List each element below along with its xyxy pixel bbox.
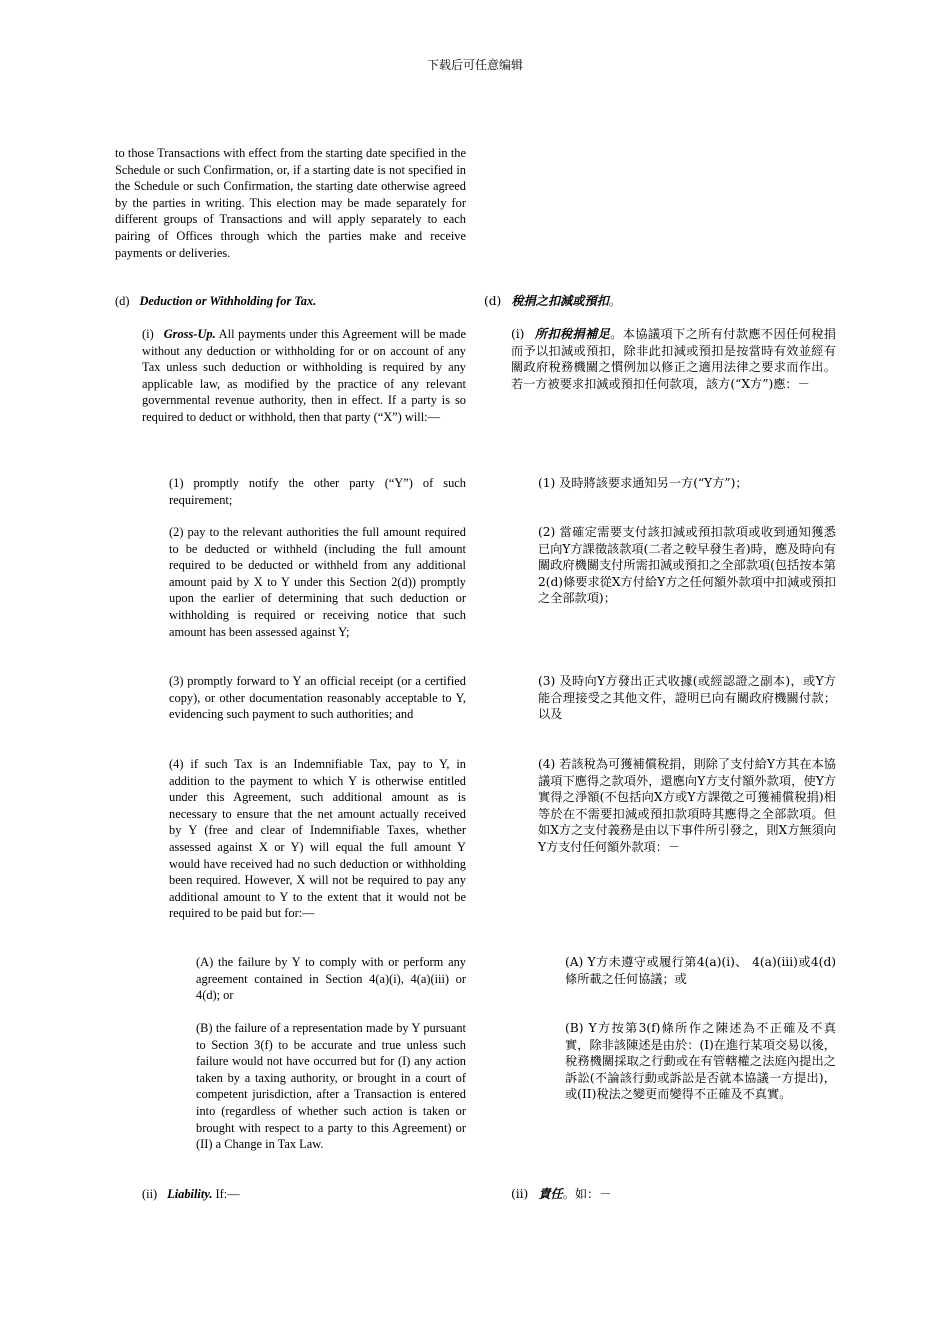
section-d-end-zh: 。 — [608, 294, 621, 308]
liability-text-zh: 。如：－ — [562, 1187, 612, 1201]
liability-number: (ii) — [142, 1187, 158, 1201]
gross-up-text-zh: 。本協議項下之所有付款應不因任何稅捐而予以扣減或預扣，除非此扣減或預扣是按當時有效並經有關政府稅務機關之慣例加以修正之適用法律之要求而作出。若一方被要求扣減或預扣任何款項，該方(“X方”)應：－ — [511, 327, 837, 391]
item-1-paragraph-zh: (1) 及時將該要求通知另一方(“Y方”)； — [538, 476, 748, 490]
item-1-paragraph: (1) promptly notify the other party (“Y”) of such requirement; — [169, 476, 466, 507]
gross-up-paragraph-zh — [511, 326, 836, 392]
section-d-number: (d) — [115, 294, 130, 308]
section-d-title: Deduction or Withholding for Tax. — [139, 294, 317, 308]
section-d-heading — [115, 293, 466, 310]
section-d-number-zh: (d) — [484, 294, 502, 308]
gross-up-text: All payments under this Agreement will be made without any deduction or withholding for or on account of any Tax unless such deduction or withholding is required by any applicable law, as modified by the practice of any relevant governmental revenue authority, then in effect. If a party is so required to deduct or withhold, then that party (“X”) will:— — [142, 327, 466, 424]
liability-text: If:— — [212, 1187, 240, 1201]
item-4-paragraph: (4) if such Tax is an Indemnifiable Tax, pay to Y, in addition to the payment to which Y is otherwise entitled under this Agreement, such additional amount as is necessary to ensure that the net amount actually received by Y (free and clear of Indemnifiable Taxes, whether assessed against X or Y) will equal the full amount Y would have received had no such deduction or withholding been required. However, X will not be required to pay any additional amount to Y to the extent that it would not be required to be paid but for:— — [169, 757, 466, 921]
gross-up-number-zh: (i) — [511, 327, 525, 341]
gross-up-title-zh: 所扣稅捐補足 — [534, 327, 611, 341]
gross-up-title: Gross-Up. — [163, 327, 216, 341]
page-header: 下载后可任意编辑 — [426, 58, 523, 72]
item-b-paragraph-zh: (B) Y方按第3(f)條所作之陳述為不正確及不真實，除非該陳述是由於：(I)在進行某項交易以後，稅務機關採取之行動或在有管轄權之法庭內提出之訴訟(不論該行動或訴訟是否就本協議一方提出)，或(II)稅法之變更而變得不正確及不真實。 — [565, 1021, 836, 1102]
item-a-paragraph: (A) the failure by Y to comply with or perform any agreement contained in Section 4(a)(i), 4(a)(iii) or 4(d); or — [196, 955, 466, 1003]
item-a-paragraph-zh: (A) Y方未遵守或履行第4(a)(i)、 4(a)(iii)或4(d)條所載之任何協議；或 — [565, 955, 836, 986]
item-4-paragraph-zh: (4) 若該稅為可獲補償稅捐，則除了支付給Y方其在本協議項下應得之款項外，還應向Y方支付額外款項，使Y方實得之淨額(不包括向X方或Y方課徵之可獲補償稅捐)相等於在不需要扣減或預扣款項時其應得之全部款項。但如X方之支付義務是由以下事件所引發之，則X方無須向Y方支付任何額外款項：－ — [538, 757, 836, 854]
gross-up-number: (i) — [142, 327, 154, 341]
item-3-paragraph: (3) promptly forward to Y an official receipt (or a certified copy), or other documentation reasonably acceptable to Y, evidencing such payment to such authorities; and — [169, 674, 466, 722]
liability-number-zh: (ii) — [511, 1187, 529, 1201]
liability-paragraph — [142, 1186, 466, 1203]
liability-title: Liability. — [167, 1187, 213, 1201]
item-2-paragraph-zh: (2) 當確定需要支付該扣減或預扣款項或收到通知獲悉已向Y方課徵該款項(二者之較早發生者)時，應及時向有關政府機關支付所需扣減或預扣之全部款項(包括按本第2(d)條要求從X方付給Y方之任何額外款項中扣減或預扣之全部款項)； — [538, 525, 836, 606]
item-2-paragraph: (2) pay to the relevant authorities the full amount required to be deducted or withheld (including the full amount required to be deducted or withheld from any additional amount paid by X to Y under this Section 2(d)) promptly upon the earlier of determining that such deduction or withholding is required or receiving notice that such amount has been assessed against Y; — [169, 525, 466, 639]
section-d-title-zh: 稅捐之扣減或預扣 — [511, 294, 609, 308]
gross-up-paragraph — [142, 326, 466, 426]
section-d-heading-zh — [484, 293, 844, 310]
item-b-paragraph: (B) the failure of a representation made by Y pursuant to Section 3(f) to be accurate and true unless such failure would not have occurred but for (I) any action taken by a taxing authority, or brought in a court of competent jurisdiction, after a Transaction is entered into (regardless of whether such action is taken or brought with respect to a party to this Agreement) or (II) a Change in Tax Law. — [196, 1021, 466, 1152]
liability-title-zh: 責任 — [538, 1187, 563, 1201]
item-3-paragraph-zh: (3) 及時向Y方發出正式收據(或經認證之副本)，或Y方能合理接受之其他文件，證明已向有關政府機關付款；以及 — [538, 674, 836, 722]
intro-paragraph: to those Transactions with effect from the starting date specified in the Schedule or such Confirmation, or, if a starting date is not specified in the Schedule or such Confirmation, the starting date otherwise agreed by the parties in writing. This election may be made separately for different groups of Transactions and will apply separately to each pairing of Offices through which the parties make and receive payments or deliveries. — [115, 146, 466, 260]
liability-paragraph-zh — [511, 1186, 836, 1203]
